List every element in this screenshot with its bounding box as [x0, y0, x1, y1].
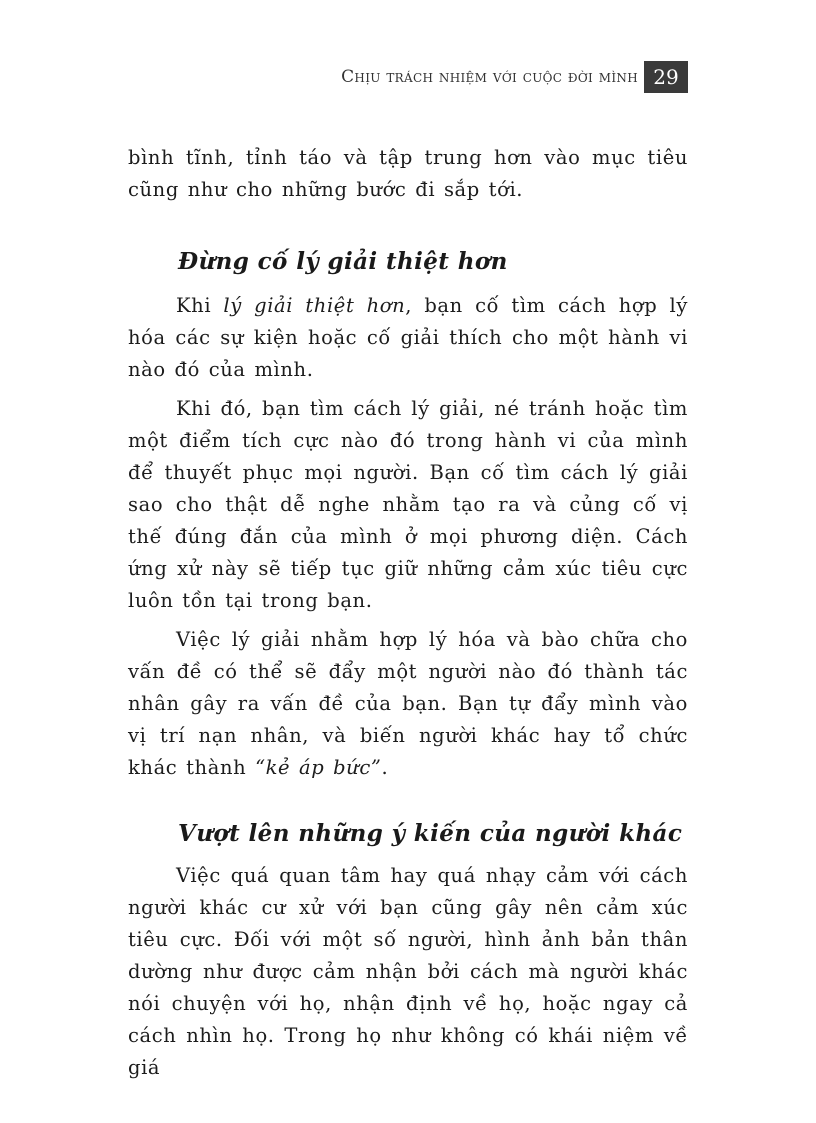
paragraph-3-end: . — [381, 756, 389, 779]
paragraph-2: Khi đó, bạn tìm cách lý giải, né tránh hoặc tìm một điểm tích cực nào đó trong hành vi của mình để thuyết phục mọi người. Bạn cố tìm cách lý giải sao cho thật dễ nghe nhằm tạo ra và củng cố vị thế đúng đắn của mình ở mọi phương diện. Cách ứng xử này sẽ tiếp tục giữ những cảm xúc tiêu cực luôn tồn tại trong bạn. — [128, 397, 688, 612]
running-title: Chịu trách nhiệm với cuộc đời mình — [341, 67, 638, 87]
page-header — [341, 61, 688, 93]
paragraph-3 — [128, 624, 688, 784]
section-heading-1: Đừng cố lý giải thiệt hơn — [178, 248, 508, 275]
page-body — [128, 142, 688, 1084]
page-number: 29 — [644, 61, 688, 93]
paragraph-1-emphasis: lý giải thiệt hơn — [223, 294, 406, 317]
paragraph-1-start: Khi — [176, 294, 224, 317]
paragraph-3-start: Việc lý giải nhằm hợp lý hóa và bào chữa cho vấn đề có thể sẽ đẩy một người nào đó thành tác nhân gây ra vấn đề của bạn. Bạn tự đẩy mình vào vị trí nạn nhân, và biến người khác hay tổ chức khác thành — [128, 628, 688, 779]
paragraph-continued: bình tĩnh, tỉnh táo và tập trung hơn vào mục tiêu cũng như cho những bước đi sắp tới. — [128, 146, 688, 201]
paragraph-1 — [128, 290, 688, 386]
paragraph-1-end: , bạn cố tìm cách hợp lý hóa các sự kiện hoặc cố giải thích cho một hành vi nào đó của mình. — [128, 294, 688, 381]
section-heading-2: Vượt lên những ý kiến của người khác — [178, 820, 683, 847]
paragraph-4: Việc quá quan tâm hay quá nhạy cảm với cách người khác cư xử với bạn cũng gây nên cảm xúc tiêu cực. Đối với một số người, hình ảnh bản thân dường như được cảm nhận bởi cách mà người khác nói chuyện với họ, nhận định về họ, hoặc ngay cả cách nhìn họ. Trong họ như không có khái niệm về giá — [128, 864, 688, 1079]
paragraph-3-emphasis: “kẻ áp bức” — [255, 756, 382, 779]
